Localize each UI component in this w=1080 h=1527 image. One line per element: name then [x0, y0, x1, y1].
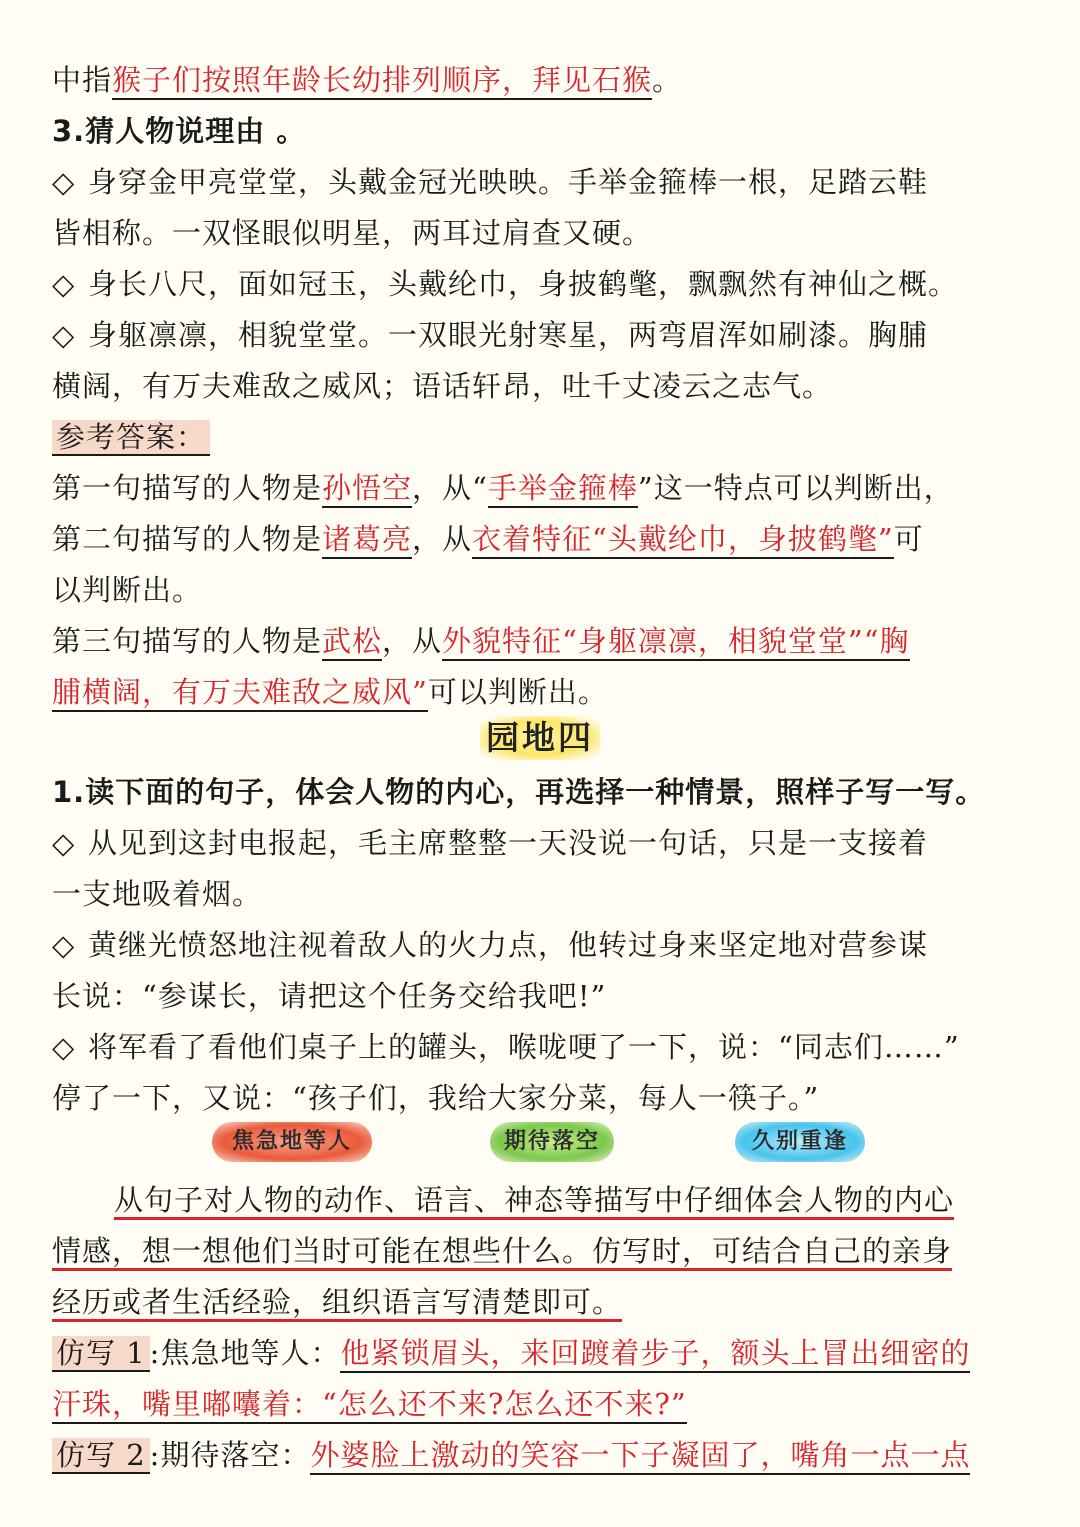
section-title: 园地四 [0, 716, 1080, 760]
scenario-tag-disappointed: 期待落空 [490, 1122, 614, 1162]
diamond-icon: ◇ [52, 267, 76, 301]
text-line: 皆相称。一双怪眼似明星，两耳过肩查又硬。 [52, 216, 653, 250]
text-line: 经历或者生活经验，组织语言写清楚即可。 [52, 1282, 1036, 1322]
diamond-icon: ◇ [52, 1030, 76, 1064]
text-line: ◇ 黄继光愤怒地注视着敌人的火力点，他转过身来坚定地对营参谋 [52, 925, 1036, 965]
diamond-icon: ◇ [52, 826, 76, 860]
text-line: 情感，想一想他们当时可能在想些什么。仿写时，可结合自己的亲身 [52, 1231, 1036, 1271]
text-line: 长说：“参谋长，请把这个任务交给我吧!” [52, 979, 607, 1013]
text-line: 一支地吸着烟。 [52, 877, 263, 911]
text-line: 以判断出。 [52, 573, 203, 607]
text-line: 脯横阔，有万夫难敌之威风”可以判断出。 [52, 672, 1036, 712]
text-line: 中指猴子们按照年龄长幼排列顺序，拜见石猴。 [52, 60, 1036, 100]
text-line: ◇ 身穿金甲亮堂堂，头戴金冠光映映。手举金箍棒一根，足踏云鞋 [52, 162, 1036, 202]
answer-label: 参考答案： [52, 417, 1036, 457]
text-line: ◇ 从见到这封电报起，毛主席整整一天没说一句话，只是一支接着 [52, 823, 1036, 863]
text-line: ◇ 身长八尺，面如冠玉，头戴纶巾，身披鹤氅，飘飘然有神仙之概。 [52, 264, 1036, 304]
text-line: 第一句描写的人物是孙悟空，从“手举金箍棒”这一特点可以判断出， [52, 468, 1036, 508]
text-line: ◇ 将军看了看他们桌子上的罐头，喉咙哽了一下，说：“同志们……” [52, 1027, 1036, 1067]
diamond-icon: ◇ [52, 318, 76, 352]
text-line: ◇ 身躯凛凛，相貌堂堂。一双眼光射寒星，两弯眉浑如刷漆。胸脯 [52, 315, 1036, 355]
text-line: 第二句描写的人物是诸葛亮，从衣着特征“头戴纶巾，身披鹤氅”可 [52, 519, 1036, 559]
text-line: 仿写 1 :焦急地等人：他紧锁眉头，来回踱着步子，额头上冒出细密的 [52, 1333, 1036, 1373]
section-heading: 1.读下面的句子，体会人物的内心，再选择一种情景，照样子写一写。 [52, 775, 986, 809]
scenario-tag-reunion: 久别重逢 [735, 1122, 865, 1162]
diamond-icon: ◇ [52, 928, 76, 962]
text-line: 汗珠，嘴里嘟囔着：“怎么还不来?怎么还不来?” [52, 1384, 1036, 1424]
text-line: 第三句描写的人物是武松，从外貌特征“身躯凛凛，相貌堂堂”“胸 [52, 621, 1036, 661]
text-line: 从句子对人物的动作、语言、神态等描写中仔细体会人物的内心 [52, 1180, 1036, 1220]
text-line: 仿写 2 :期待落空：外婆脸上激动的笑容一下子凝固了，嘴角一点一点 [52, 1435, 1036, 1475]
text-line: 停了一下，又说：“孩子们，我给大家分菜，每人一筷子。” [52, 1081, 820, 1115]
diamond-icon: ◇ [52, 165, 76, 199]
scenario-tag-anxious: 焦急地等人 [212, 1122, 372, 1162]
text-line: 横阔，有万夫难敌之威风；语话轩昂，吐千丈凌云之志气。 [52, 369, 833, 403]
section-heading: 3.猜人物说理由 。 [52, 114, 307, 148]
